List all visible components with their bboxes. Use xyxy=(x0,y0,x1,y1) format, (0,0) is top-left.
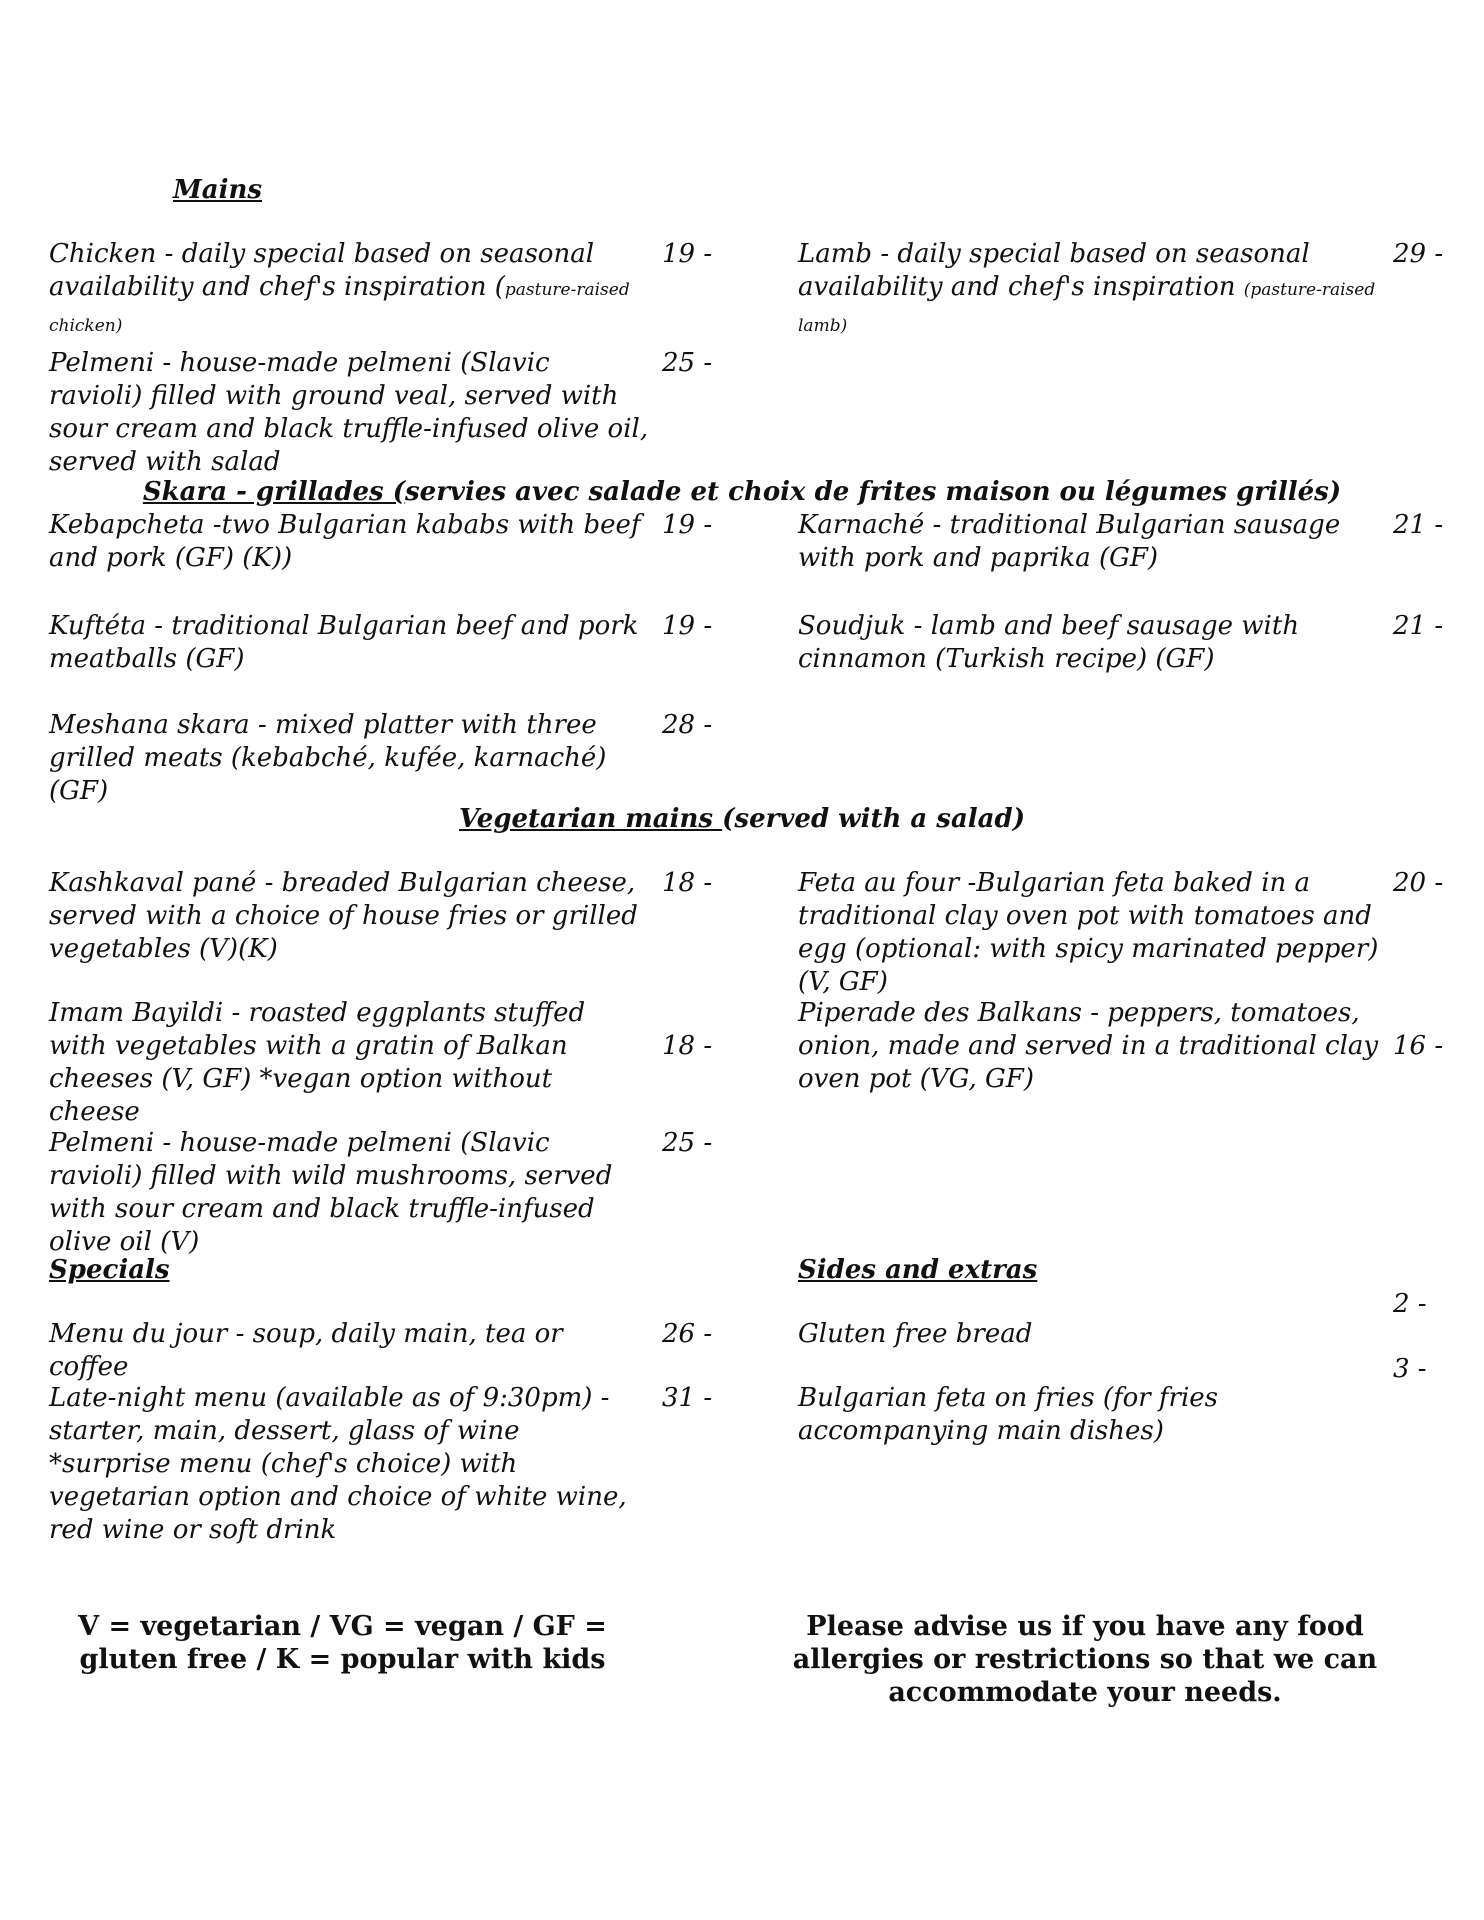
skara-heading xyxy=(0,476,1484,509)
sides-gluten-free-price: 2 - xyxy=(1393,1289,1427,1319)
menu-item-piperade-price: 16 - xyxy=(1393,1031,1444,1061)
dietary-legend: V = vegetarian / VG = vegan / GF = gluten free / K = popular with kids xyxy=(78,1611,607,1675)
skara-heading-note: servies avec salade et choix de frites maison ou légumes grillés) xyxy=(405,477,1342,507)
menu-item-kashkaval-price: 18 - xyxy=(662,868,713,898)
menu-item-chicken-note: pasture-raised chicken) xyxy=(49,280,630,336)
menu-item-pelmeni-veal-price: 25 - xyxy=(662,348,713,378)
vegetarian-heading-note: (served with a salad) xyxy=(722,804,1025,834)
menu-item-kashkaval: Kashkaval pané - breaded Bulgarian cheese, served with a choice of house fries or grilled vegetables (V)(K) xyxy=(49,868,638,964)
menu-item-late-night-price: 31 - xyxy=(662,1383,713,1413)
menu-item-chicken xyxy=(49,238,649,343)
menu-item-soudjuk: Soudjuk - lamb and beef sausage with cinnamon (Turkish recipe) (GF) xyxy=(798,611,1300,674)
menu-item-imam-bayildi-price: 18 - xyxy=(662,1031,713,1061)
mains-heading: Mains xyxy=(173,175,263,205)
menu-item-lamb-price: 29 - xyxy=(1393,239,1444,269)
menu-item-meshana-price: 28 - xyxy=(662,710,713,740)
menu-item-pelmeni-mushroom: Pelmeni - house-made pelmeni (Slavic ravioli) filled with wild mushrooms, served with sour cream and black truffle-infused olive oil (V) xyxy=(49,1128,613,1257)
menu-item-meshana: Meshana skara - mixed platter with three grilled meats (kebabché, kufée, karnaché) (GF) xyxy=(49,710,607,806)
menu-item-lamb-text: Lamb - daily special based on seasonal availability and chef's inspiration xyxy=(798,239,1310,302)
menu-item-kufteta-price: 19 - xyxy=(662,611,713,641)
menu-item-menu-du-jour-price: 26 - xyxy=(662,1319,713,1349)
menu-item-chicken-price: 19 - xyxy=(662,239,713,269)
vegetarian-heading xyxy=(0,803,1484,836)
menu-item-feta-au-four: Feta au four -Bulgarian feta baked in a traditional clay oven pot with tomatoes and egg (optional: with spicy marinated pepper) (V, GF) xyxy=(798,868,1379,997)
menu-item-kebapcheta-price: 19 - xyxy=(662,510,713,540)
menu-item-karnache: Karnaché - traditional Bulgarian sausage with pork and paprika (GF) xyxy=(798,510,1341,573)
allergy-notice: Please advise us if you have any food allergies or restrictions so that we can accommodate your needs. xyxy=(792,1611,1378,1708)
menu-item-karnache-price: 21 - xyxy=(1393,510,1444,540)
menu-item-imam-bayildi: Imam Bayildi - roasted eggplants stuffed with vegetables with a gratin of Balkan cheeses (V, GF) *vegan option without cheese xyxy=(49,998,586,1127)
menu-item-piperade: Piperade des Balkans - peppers, tomatoes, onion, made and served in a traditional clay oven pot (VG, GF) xyxy=(798,998,1379,1094)
vegetarian-heading-main: Vegetarian mains xyxy=(459,804,723,834)
sides-gluten-free: Gluten free bread xyxy=(798,1319,1033,1349)
menu-item-late-night: Late-night menu (available as of 9:30pm) - starter, main, dessert, glass of wine *surprise menu (chef's choice) with vegetarian option and choice of white wine, red wine or soft drink xyxy=(49,1383,627,1545)
skara-heading-main: Skara - grillades ( xyxy=(142,477,406,507)
sides-heading: Sides and extras xyxy=(798,1255,1038,1285)
menu-item-chicken-text: Chicken - daily special based on seasonal availability and chef's inspiration ( xyxy=(49,239,595,302)
menu-item-feta-au-four-price: 20 - xyxy=(1393,868,1444,898)
menu-item-kebapcheta: Kebapcheta -two Bulgarian kababs with beef and pork (GF) (K)) xyxy=(49,510,641,573)
menu-item-soudjuk-price: 21 - xyxy=(1393,611,1444,641)
menu-item-lamb-note: (pasture-raised lamb) xyxy=(798,280,1376,336)
menu-item-pelmeni-veal: Pelmeni - house-made pelmeni (Slavic ravioli) filled with ground veal, served with sour cream and black truffle-infused olive oil, served with salad xyxy=(49,348,649,477)
menu-item-pelmeni-mushroom-price: 25 - xyxy=(662,1128,713,1158)
menu-item-menu-du-jour: Menu du jour - soup, daily main, tea or coffee xyxy=(49,1319,563,1382)
sides-feta-fries-price: 3 - xyxy=(1393,1354,1427,1384)
specials-heading: Specials xyxy=(49,1255,170,1285)
sides-feta-fries: Bulgarian feta on fries (for fries accompanying main dishes) xyxy=(798,1383,1219,1446)
menu-item-lamb xyxy=(798,238,1398,343)
menu-item-kufteta: Kuftéta - traditional Bulgarian beef and pork meatballs (GF) xyxy=(49,611,639,674)
